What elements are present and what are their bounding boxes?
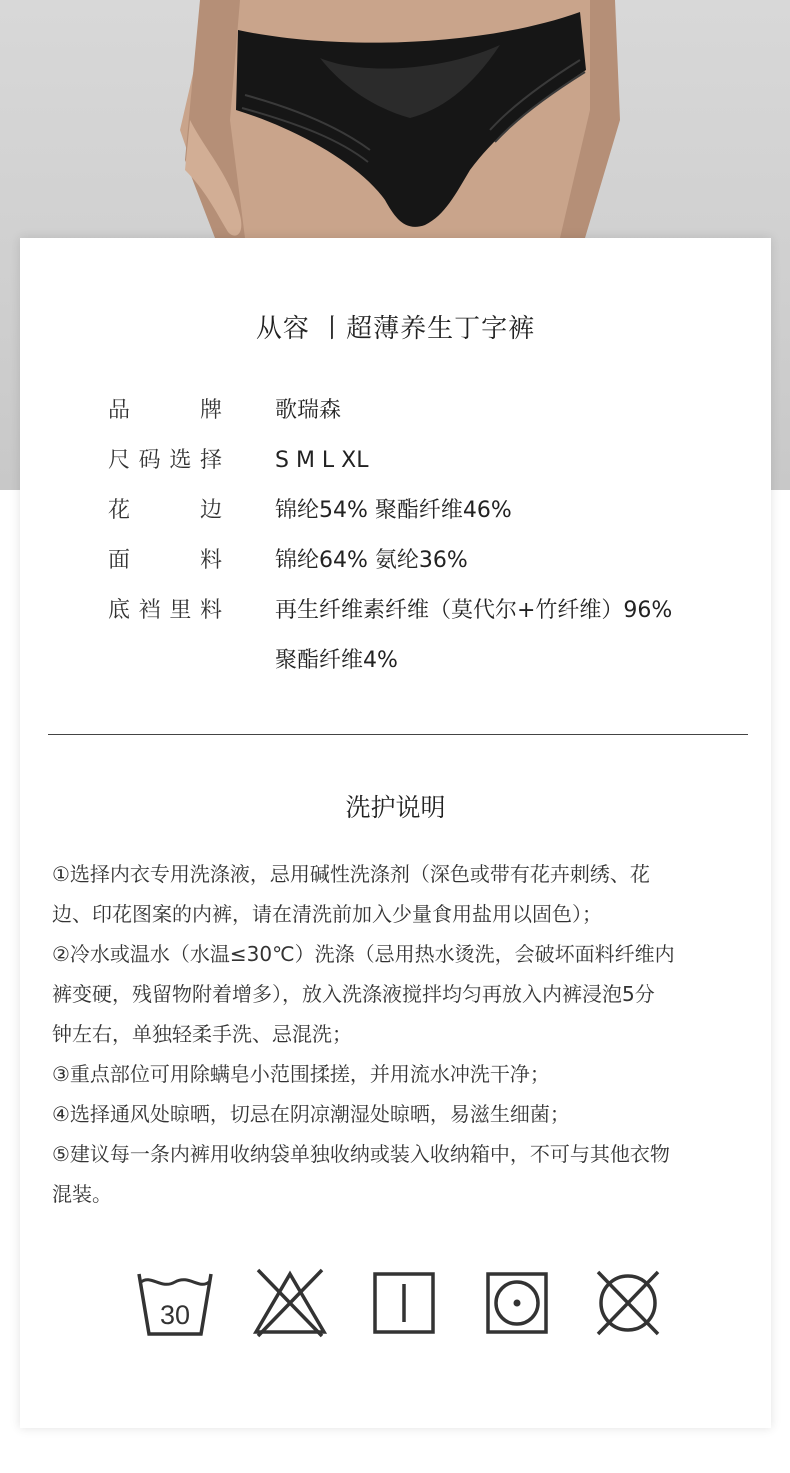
care-line: 钟左右，单独轻柔手洗、忌混洗； [52,1022,352,1046]
wash-30-icon [135,1268,215,1340]
spec-label: 面料 [108,548,222,573]
care-line: ⑤建议每一条内裤用收纳袋单独收纳或装入收纳箱中，不可与其他衣物 [52,1142,670,1166]
care-line: ③重点部位可用除螨皂小范围揉搓，并用流水冲洗干净； [52,1062,550,1086]
spec-label: 花边 [108,498,222,523]
spec-label: 尺码选择 [108,448,222,473]
spec-value: 锦纶54% 聚酯纤维46% [275,498,512,523]
spec-label: 品牌 [108,398,222,423]
no-bleach-icon [250,1268,330,1340]
spec-value: 聚酯纤维4% [275,648,398,673]
line-dry-icon [365,1268,445,1340]
spec-value: S M L XL [275,448,369,473]
no-dry-clean-icon [588,1268,668,1340]
care-instructions [52,854,742,1214]
care-line: 混装。 [52,1182,112,1206]
care-line: ④选择通风处晾晒，切忌在阴凉潮湿处晾晒，易滋生细菌； [52,1102,570,1126]
spec-value: 锦纶64% 氨纶36% [275,548,468,573]
spec-label: 底裆里料 [108,598,222,623]
care-line: ②冷水或温水（水温≤30℃）洗涤（忌用热水烫洗，会破坏面料纤维内 [52,942,675,966]
wash-temperature-label: 30 [159,1300,191,1330]
care-line: ①选择内衣专用洗涤液，忌用碱性洗涤剂（深色或带有花卉刺绣、花 [52,862,650,886]
product-title: 从容 丨超薄养生丁字裤 [255,314,536,344]
spec-value: 歌瑞森 [275,398,342,423]
section-divider [48,734,748,735]
care-title: 洗护说明 [345,793,446,822]
product-info-card [20,238,771,1428]
care-line: 边、印花图案的内裤，请在清洗前加入少量食用盐用以固色）； [52,902,602,926]
tumble-dry-low-icon [478,1268,558,1340]
care-line: 裤变硬，残留物附着增多），放入洗涤液搅拌均匀再放入内裤浸泡5分 [52,982,655,1006]
care-symbols [20,1268,771,1340]
spec-value: 再生纤维素纤维（莫代尔+竹纤维）96% [275,598,673,623]
